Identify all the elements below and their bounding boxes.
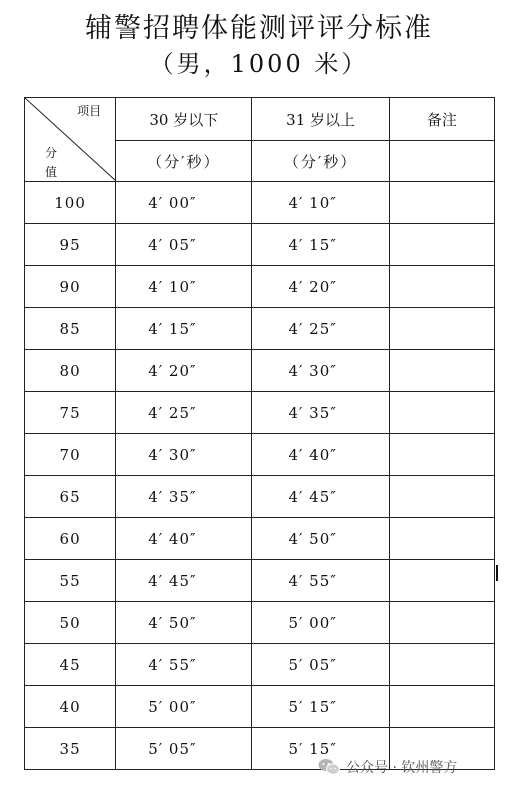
header-over-31: 31 岁以上	[252, 98, 389, 141]
time-under-30-cell: 5′ 00″	[116, 686, 252, 728]
score-cell: 45	[25, 644, 116, 686]
note-cell	[389, 308, 494, 350]
corner-score-label-2: 值	[44, 165, 57, 179]
time-over-31-cell: 4′ 15″	[252, 224, 389, 266]
watermark	[318, 755, 508, 779]
table-row	[25, 686, 495, 728]
diagonal-line	[25, 98, 116, 181]
note-cell	[389, 434, 494, 476]
table-row	[25, 644, 495, 686]
score-cell: 90	[25, 266, 116, 308]
table-row	[25, 476, 495, 518]
time-over-31-cell: 4′ 25″	[252, 308, 389, 350]
time-over-31-cell: 5′ 05″	[252, 644, 389, 686]
score-cell: 80	[25, 350, 116, 392]
text-cursor	[496, 565, 498, 581]
note-cell	[389, 266, 494, 308]
time-under-30-cell: 4′ 50″	[116, 602, 252, 644]
watermark-text: 公众号 · 钦州警方	[346, 760, 458, 776]
document-subtitle: （男，1000 米）	[149, 50, 369, 78]
table-row	[25, 182, 495, 224]
time-over-31-cell: 4′ 50″	[252, 518, 389, 560]
time-under-30-cell: 4′ 15″	[116, 308, 252, 350]
score-cell: 85	[25, 308, 116, 350]
table-row	[25, 308, 495, 350]
time-over-31-cell: 5′ 15″	[252, 686, 389, 728]
score-cell: 35	[25, 728, 116, 770]
score-cell: 65	[25, 476, 116, 518]
header-note: 备注	[389, 98, 494, 141]
note-cell	[389, 602, 494, 644]
note-cell	[389, 476, 494, 518]
time-over-31-cell: 4′ 45″	[252, 476, 389, 518]
note-cell	[389, 560, 494, 602]
time-under-30-cell: 4′ 20″	[116, 350, 252, 392]
table-row	[25, 518, 495, 560]
table-row	[25, 434, 495, 476]
time-over-31-cell: 4′ 20″	[252, 266, 389, 308]
score-cell: 100	[25, 182, 116, 224]
time-over-31-cell: 4′ 30″	[252, 350, 389, 392]
corner-header-cell	[25, 98, 116, 182]
score-cell: 95	[25, 224, 116, 266]
table-row	[25, 602, 495, 644]
score-cell: 55	[25, 560, 116, 602]
time-over-31-cell: 4′ 10″	[252, 182, 389, 224]
note-cell	[389, 350, 494, 392]
score-rows	[25, 182, 495, 770]
score-cell: 40	[25, 686, 116, 728]
time-under-30-cell: 4′ 45″	[116, 560, 252, 602]
unit-note	[389, 141, 494, 182]
score-cell: 50	[25, 602, 116, 644]
corner-score-label-1: 分	[44, 146, 57, 160]
note-cell	[389, 686, 494, 728]
document-title: 辅警招聘体能测评评分标准	[85, 13, 433, 44]
time-over-31-cell: 4′ 55″	[252, 560, 389, 602]
time-under-30-cell: 5′ 05″	[116, 728, 252, 770]
time-under-30-cell: 4′ 40″	[116, 518, 252, 560]
table-row	[25, 266, 495, 308]
time-over-31-cell: 4′ 35″	[252, 392, 389, 434]
score-cell: 70	[25, 434, 116, 476]
header-row	[25, 98, 495, 141]
time-over-31-cell: 5′ 00″	[252, 602, 389, 644]
note-cell	[389, 644, 494, 686]
time-over-31-cell: 4′ 40″	[252, 434, 389, 476]
unit-under-30: （分′秒）	[116, 141, 252, 182]
note-cell	[389, 224, 494, 266]
table-row	[25, 560, 495, 602]
corner-score-label	[43, 144, 59, 182]
time-under-30-cell: 4′ 35″	[116, 476, 252, 518]
time-under-30-cell: 4′ 10″	[116, 266, 252, 308]
header-under-30: 30 岁以下	[116, 98, 252, 141]
table-row	[25, 224, 495, 266]
score-table	[24, 97, 495, 770]
score-cell: 75	[25, 392, 116, 434]
score-cell: 60	[25, 518, 116, 560]
table-row	[25, 392, 495, 434]
time-over-31-cell: 5′ 15″	[252, 728, 389, 770]
time-under-30-cell: 4′ 55″	[116, 644, 252, 686]
time-under-30-cell: 4′ 25″	[116, 392, 252, 434]
note-cell	[389, 182, 494, 224]
note-cell	[389, 518, 494, 560]
time-under-30-cell: 4′ 05″	[116, 224, 252, 266]
unit-over-31: （分′秒）	[252, 141, 389, 182]
time-under-30-cell: 4′ 30″	[116, 434, 252, 476]
corner-item-label: 项目	[77, 104, 102, 118]
wechat-icon	[318, 758, 340, 776]
time-under-30-cell: 4′ 00″	[116, 182, 252, 224]
table-row	[25, 350, 495, 392]
note-cell	[389, 392, 494, 434]
